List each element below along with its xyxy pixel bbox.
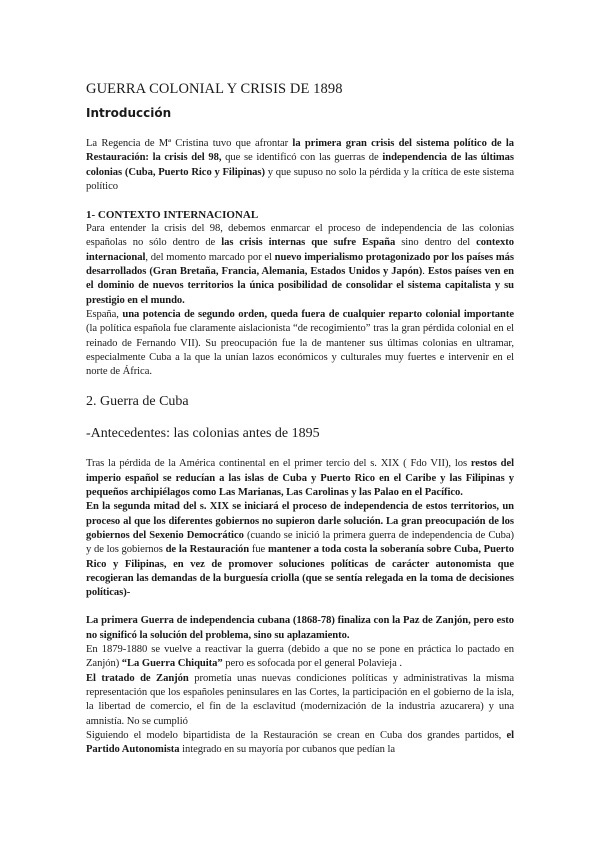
s1p1-text-1: Para entender la crisis del 98, debemos enmarcar el proceso de independencia de las colonias españolas no sólo dentro de — [86, 223, 514, 249]
s2p4-text-1: En 1879-1880 se vuelve a reactivar la guerra (debido a que no se pone en práctica lo pactado en Zanjón) — [86, 644, 514, 670]
s2p6-bold-1: el Partido Autonomista — [86, 729, 514, 756]
intro-bold-2: independencia de las últimas colonias (Cuba, Puerto Rico y Filipinas) — [86, 152, 514, 178]
s1p1-bold-3: nuevo imperialismo protagonizado por los países más desarrollados (Gran Bretaña, Francia, Alemania, Estados Unidos y Japón) — [86, 251, 514, 278]
section2-paragraph-5 — [86, 672, 514, 729]
document-title: GUERRA COLONIAL Y CRISIS DE 1898 — [86, 81, 343, 97]
intro-text-1: La Regencia de Mª Cristina tuvo que afrontar — [86, 138, 293, 149]
s1p1-text-3: , del momento marcado por el — [145, 251, 275, 263]
intro-text-3: y que supuso no solo la pérdida y la crítica de este sistema político — [86, 166, 514, 192]
s1p2-bold-1: una potencia de segundo orden, queda fuera de cualquier reparto colonial importante — [122, 308, 514, 320]
s2p1-bold-1: restos del imperio español se reducían a las islas de Cuba y Puerto Rico en el Caribe y las Filipinas y pequeños archipiélagos como Las Marianas, Las Carolinas y las Palao en el Pacífico. — [86, 458, 514, 499]
s2p6-text-2: integrado en su mayoría por cubanos que pedían la — [179, 744, 396, 756]
s2p2-bold-2: de la Restauración — [165, 544, 250, 556]
section2-subheading: -Antecedentes: las colonias antes de 1895 — [86, 426, 320, 442]
s2p4-bold-1: “La Guerra Chiquita” — [121, 658, 223, 670]
document-body — [86, 80, 514, 757]
s2p3-bold-1: La primera Guerra de independencia cubana (1868-78) finaliza con la Paz de Zanjón, pero esto no significó la solución del problema, sino su aplazamiento. — [86, 615, 514, 641]
s2p2-bold-3: mantener a toda costa la soberanía sobre Cuba, Puerto Rico y Filipinas, en vez de promover soluciones políticas de carácter autonomista que recogieran las demandas de la burguesía criolla (que se sentía relegada en la toma de decisiones políticas)- — [86, 544, 514, 599]
s1p1-bold-4: Estos países ven en el dominio de nuevos territorios la única posibilidad de consolidar el sistema capitalista y su prestigio en el mundo. — [86, 266, 514, 306]
section1-paragraph-1 — [86, 222, 514, 308]
section2-heading: 2. Guerra de Cuba — [86, 394, 189, 410]
section2-paragraph-4 — [86, 643, 514, 672]
intro-bold-1: la primera gran crisis del sistema político de la Restauración: la crisis del 98, — [86, 138, 514, 164]
s1p1-bold-1: las crisis internas que sufre España — [221, 237, 396, 249]
s2p6-text-1: Siguiendo el modelo bipartidista de la Restauración se crean en Cuba dos grandes partidos, — [86, 729, 507, 741]
s1p1-text-4: . — [422, 266, 428, 278]
intro-text-2: que se identificó con las guerras de — [221, 152, 383, 164]
section2-paragraph-2 — [86, 500, 514, 600]
intro-paragraph — [86, 137, 514, 194]
section2-paragraph-3 — [86, 614, 514, 643]
s2p4-text-2: pero es sofocada por el general Polavieja . — [222, 658, 402, 670]
introduction-heading: Introducción — [86, 106, 172, 120]
s1p1-text-2: sino dentro del — [395, 237, 477, 249]
s2p5-bold-1: El tratado de Zanjón — [86, 672, 189, 684]
s1p2-text-2: (la política española fue claramente aislacionista “de recogimiento” tras la gran pérdida colonial en el reinado de Fernando VII). Su preocupación fue la de mantener sus últimas colonias en ultramar, especialmente Cuba a la que la unían lazos económicos y culturales muy fuertes e intervenir en el norte de África. — [86, 323, 514, 378]
section2-paragraph-1 — [86, 457, 514, 500]
s2p2-bold-1: En la segunda mitad del s. XIX se iniciará el proceso de independencia de estos territorios, un proceso al que los diferentes gobiernos no supieron darle solución. La gran preocupación de los gobiernos del Sexenio Democrático — [86, 501, 514, 541]
s1p1-bold-2: contexto internacional — [86, 237, 514, 263]
s2p5-text-1: prometía unas nuevas condiciones políticas y administrativas la misma representación que los españoles peninsulares en las Cortes, la participación en el gobierno de la isla, la libertad de comercio, el fin de la esclavitud (modernización de la industria azucarera) y una amnistía. No se cumplió — [86, 672, 514, 727]
s2p2-text-2: fue — [249, 544, 268, 556]
s2p2-text-1: (cuando se inició la primera guerra de independencia de Cuba) y de los gobiernos — [86, 529, 514, 556]
section2-paragraph-6 — [86, 729, 514, 758]
section1-paragraph-2 — [86, 308, 514, 379]
s1p2-text-1: España, — [86, 308, 123, 320]
section1-heading: 1- CONTEXTO INTERNACIONAL — [86, 209, 259, 222]
s2p1-text-1: Tras la pérdida de la América continental en el primer tercio del s. XIX ( Fdo VII), los — [86, 458, 471, 470]
